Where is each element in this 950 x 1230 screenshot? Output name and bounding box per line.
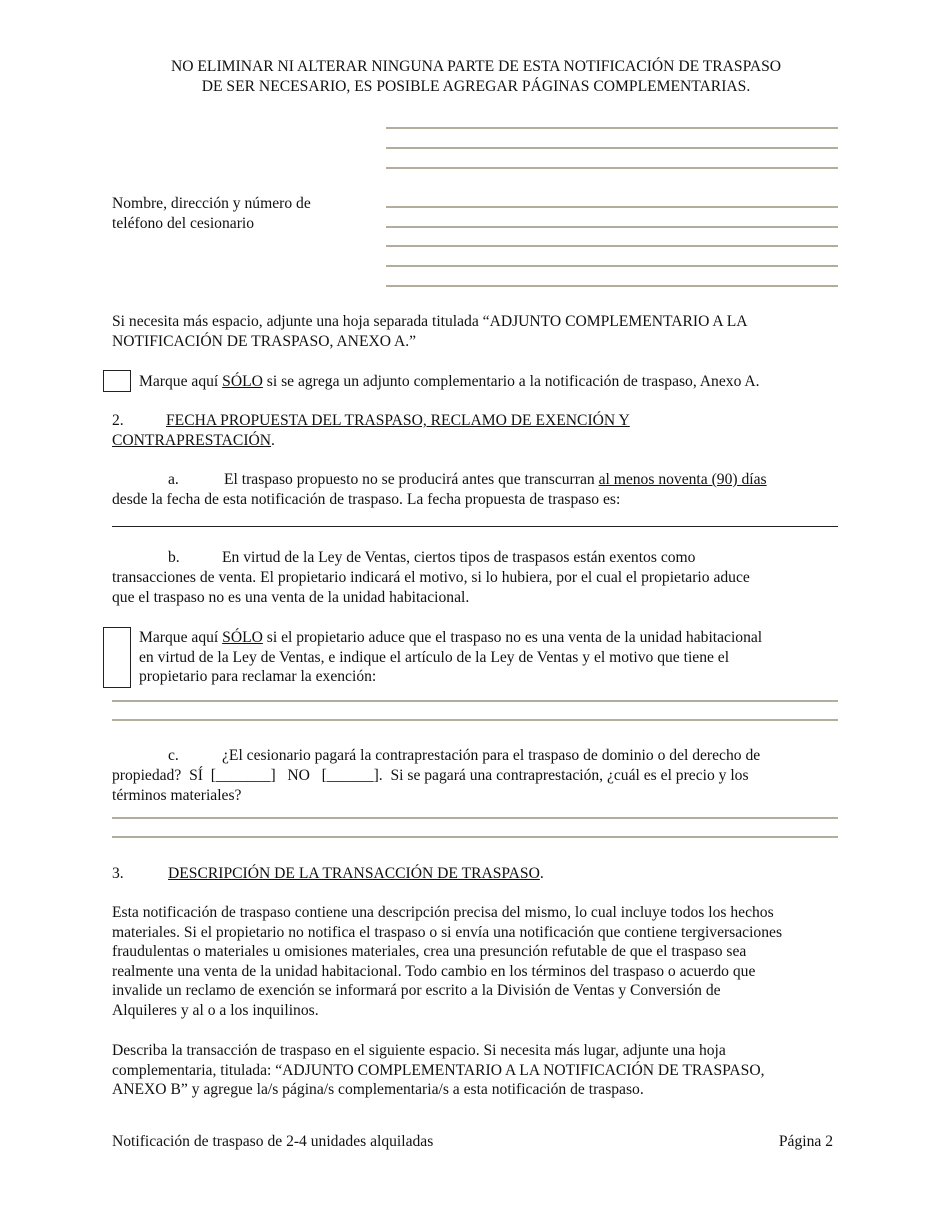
assignee-line-6[interactable]: [386, 245, 838, 247]
assignee-line-5[interactable]: [386, 226, 838, 228]
more-space-note: Si necesita más espacio, adjunte una hoja separada titulada “ADJUNTO COMPLEMENTARIO A LA NOTIFICACIÓN DE TRASPASO, ANEXO A.”: [112, 313, 748, 350]
annex-a-checkbox-label: Marque aquí SÓLO si se agrega un adjunto complementario a la notificación de traspaso, Anexo A.: [139, 373, 760, 390]
item-a-line-1: El traspaso propuesto no se producirá antes que transcurran al menos noventa (90) días: [224, 471, 767, 488]
assignee-line-1[interactable]: [386, 127, 838, 129]
assignee-line-8[interactable]: [386, 285, 838, 287]
item-b-line-2: transacciones de venta. El propietario indicará el motivo, si lo hubiera, por el cual el propietario aduce: [112, 569, 750, 586]
assignee-label: Nombre, dirección y número de teléfono del cesionario: [112, 195, 311, 232]
assignee-line-7[interactable]: [386, 265, 838, 267]
section-3-title: DESCRIPCIÓN DE LA TRANSACCIÓN DE TRASPASO.: [168, 865, 544, 882]
annex-a-checkbox[interactable]: [103, 370, 131, 392]
section-3-paragraph-2: Describa la transacción de traspaso en el siguiente espacio. Si necesita más lugar, adjunte una hoja complementaria, titulada: “ADJUNTO COMPLEMENTARIO A LA NOTIFICACIÓN DE TRASPASO, ANEXO B” y agregue la/s página/s complementaria/s a esta notificación de traspaso.: [112, 1042, 765, 1098]
item-c-line-1: ¿El cesionario pagará la contraprestación para el traspaso de dominio o del derecho de: [222, 747, 761, 764]
page-header: [112, 57, 840, 96]
item-c-line-3: términos materiales?: [112, 787, 242, 804]
item-c-marker: c.: [168, 747, 179, 764]
item-c-line-2: propiedad? SÍ [_______] NO [______]. Si se pagará una contraprestación, ¿cuál es el precio y los: [112, 767, 749, 784]
item-b-marker: b.: [168, 549, 180, 566]
exemption-checkbox-label: Marque aquí SÓLO si el propietario aduce que el traspaso no es una venta de la unidad habitacional en virtud de la Ley de Ventas, e indique el artículo de la Ley de Ventas y el motivo que tiene el propietario para reclamar la exención:: [139, 629, 763, 685]
assignee-line-4[interactable]: [386, 206, 838, 208]
consideration-line-2[interactable]: [112, 836, 838, 838]
page-number: Página 2: [778, 1133, 833, 1150]
section-3-paragraph-1: Esta notificación de traspaso contiene una descripción precisa del mismo, lo cual incluye todos los hechos materiales. Si el propietario no notifica el traspaso o si envía una notificación que contiene tergiversaciones fraudulentas o materiales u omisiones materiales, crea una presunción refutable de que el traspaso sea realmente una venta de la unidad habitacional. Todo cambio en los términos del traspaso o acuerdo que invalide un reclamo de exención se informará por escrito a la División de Ventas y Conversión de Alquileres y al o a los inquilinos.: [112, 904, 783, 1019]
header-line-2: DE SER NECESARIO, ES POSIBLE AGREGAR PÁGINAS COMPLEMENTARIAS.: [201, 77, 751, 95]
footer-title: Notificación de traspaso de 2-4 unidades alquiladas: [112, 1133, 434, 1150]
exemption-checkbox[interactable]: [103, 627, 131, 688]
header-line-1: NO ELIMINAR NI ALTERAR NINGUNA PARTE DE ESTA NOTIFICACIÓN DE TRASPASO: [170, 58, 782, 75]
section-2-number: 2.: [112, 412, 124, 429]
assignee-line-3[interactable]: [386, 167, 838, 169]
exemption-line-1[interactable]: [112, 700, 838, 702]
section-2-title-line-2: CONTRAPRESTACIÓN.: [112, 432, 275, 449]
consideration-line-1[interactable]: [112, 817, 838, 819]
section-3-number: 3.: [112, 865, 124, 882]
exemption-line-2[interactable]: [112, 719, 838, 721]
proposed-date-line[interactable]: [112, 526, 838, 527]
assignee-line-2[interactable]: [386, 147, 838, 149]
section-2-title-line-1: FECHA PROPUESTA DEL TRASPASO, RECLAMO DE EXENCIÓN Y: [166, 412, 630, 429]
item-b-line-3: que el traspaso no es una venta de la unidad habitacional.: [112, 589, 470, 606]
item-a-marker: a.: [168, 471, 179, 488]
item-b-line-1: En virtud de la Ley de Ventas, ciertos tipos de traspasos están exentos como: [222, 549, 696, 566]
item-a-line-2: desde la fecha de esta notificación de traspaso. La fecha propuesta de traspaso es:: [112, 491, 621, 508]
